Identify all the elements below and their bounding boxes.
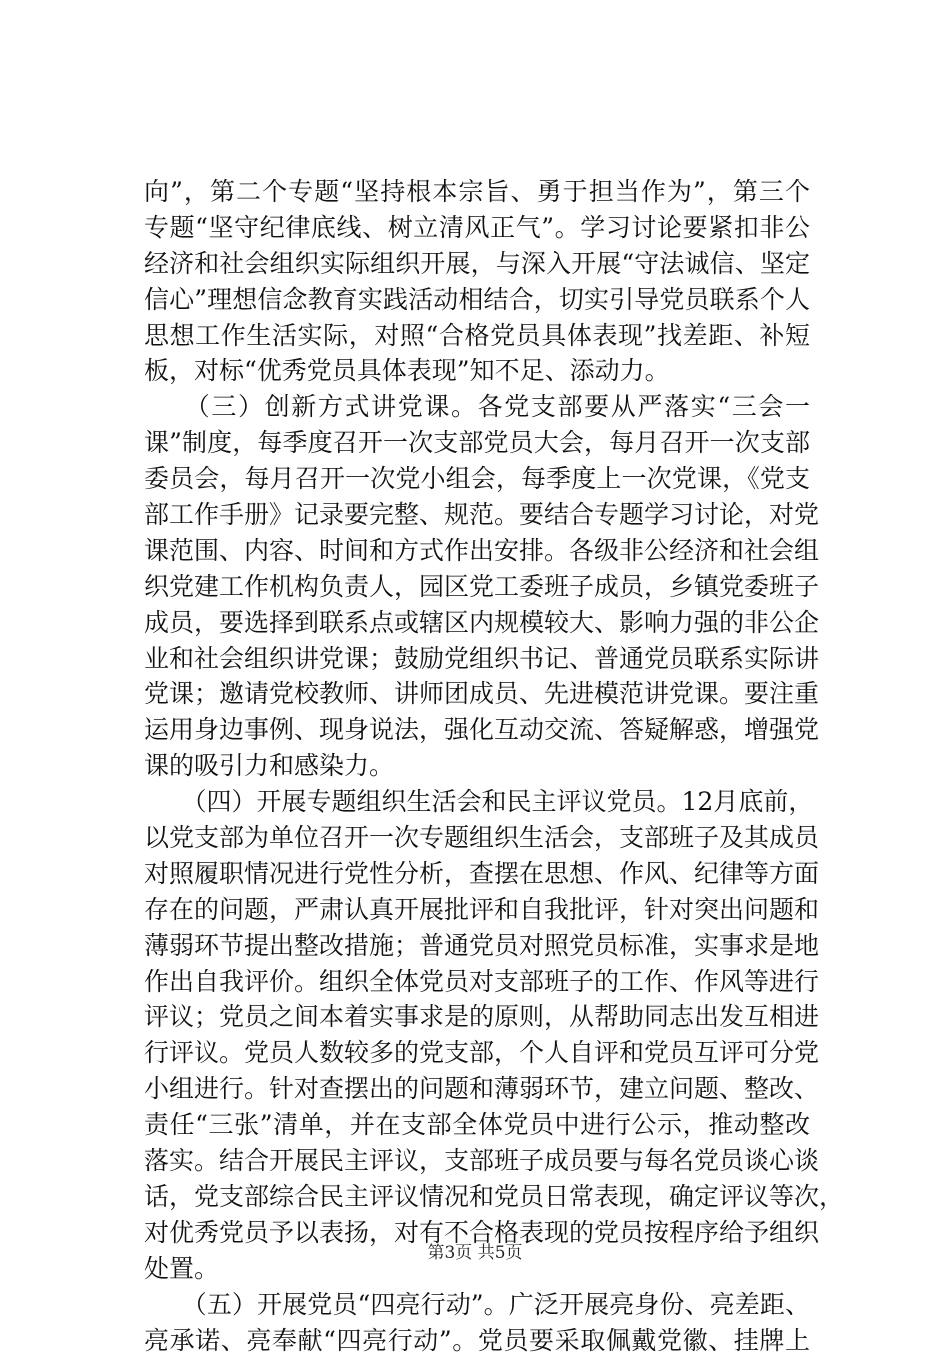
text-line: （四）开展专题组织生活会和民主评议党员。12月底前， <box>144 784 810 820</box>
text-line: 委员会，每月召开一次党小组会，每季度上一次党课，《党支 <box>144 461 810 497</box>
text-line: 织党建工作机构负责人，园区党工委班子成员，乡镇党委班子 <box>144 569 810 605</box>
text-line: 责任“三张”清单，并在支部全体党员中进行公示，推动整改 <box>144 1107 810 1143</box>
text-line: 运用身边事例、现身说法，强化互动交流、答疑解惑，增强党 <box>144 712 810 748</box>
text-line: 对优秀党员予以表扬，对有不合格表现的党员按程序给予组织 <box>144 1215 810 1251</box>
text-line: 落实。结合开展民主评议，支部班子成员要与每名党员谈心谈 <box>144 1143 810 1179</box>
text-line: 部工作手册》记录要完整、规范。要结合专题学习讨论，对党 <box>144 497 810 533</box>
text-line: 对照履职情况进行党性分析，查摆在思想、作风、纪律等方面 <box>144 856 810 892</box>
text-line: 经济和社会组织实际组织开展，与深入开展“守法诚信、坚定 <box>144 246 810 282</box>
text-line: 信心”理想信念教育实践活动相结合，切实引导党员联系个人 <box>144 282 810 318</box>
text-line: 作出自我评价。组织全体党员对支部班子的工作、作风等进行 <box>144 964 810 1000</box>
text-line: 以党支部为单位召开一次专题组织生活会，支部班子及其成员 <box>144 820 810 856</box>
text-line: 党课；邀请党校教师、讲师团成员、先进模范讲党课。要注重 <box>144 676 810 712</box>
text-line: 存在的问题，严肃认真开展批评和自我批评，针对突出问题和 <box>144 892 810 928</box>
text-line: 课范围、内容、时间和方式作出安排。各级非公经济和社会组 <box>144 533 810 569</box>
text-line: 业和社会组织讲党课；鼓励党组织书记、普通党员联系实际讲 <box>144 641 810 677</box>
text-line: 行评议。党员人数较多的党支部，个人自评和党员互评可分党 <box>144 1035 810 1071</box>
text-line: 成员，要选择到联系点或辖区内规模较大、影响力强的非公企 <box>144 605 810 641</box>
text-line: 向”，第二个专题“坚持根本宗旨、勇于担当作为”，第三个 <box>144 174 810 210</box>
text-line: （三）创新方式讲党课。各党支部要从严落实“三会一 <box>144 389 810 425</box>
text-line: 话，党支部综合民主评议情况和党员日常表现，确定评议等次， <box>144 1179 810 1215</box>
text-line: 评议；党员之间本着实事求是的原则，从帮助同志出发互相进 <box>144 999 810 1035</box>
text-line: 处置。 <box>144 1251 810 1287</box>
text-line: （五）开展党员“四亮行动”。广泛开展亮身份、亮差距、 <box>144 1287 810 1323</box>
text-line: 课”制度，每季度召开一次支部党员大会，每月召开一次支部 <box>144 425 810 461</box>
text-line: 亮承诺、亮奉献“四亮行动”。党员要采取佩戴党徽、挂牌上 <box>144 1323 810 1358</box>
page-footer: 第3页 共5页 <box>0 1242 950 1264</box>
text-line: 课的吸引力和感染力。 <box>144 748 810 784</box>
body-text <box>144 174 810 1358</box>
text-line: 薄弱环节提出整改措施；普通党员对照党员标准，实事求是地 <box>144 928 810 964</box>
text-line: 专题“坚守纪律底线、树立清风正气”。学习讨论要紧扣非公 <box>144 210 810 246</box>
text-line: 小组进行。针对查摆出的问题和薄弱环节，建立问题、整改、 <box>144 1071 810 1107</box>
text-line: 思想工作生活实际，对照“合格党员具体表现”找差距、补短 <box>144 318 810 354</box>
text-line: 板，对标“优秀党员具体表现”知不足、添动力。 <box>144 353 810 389</box>
